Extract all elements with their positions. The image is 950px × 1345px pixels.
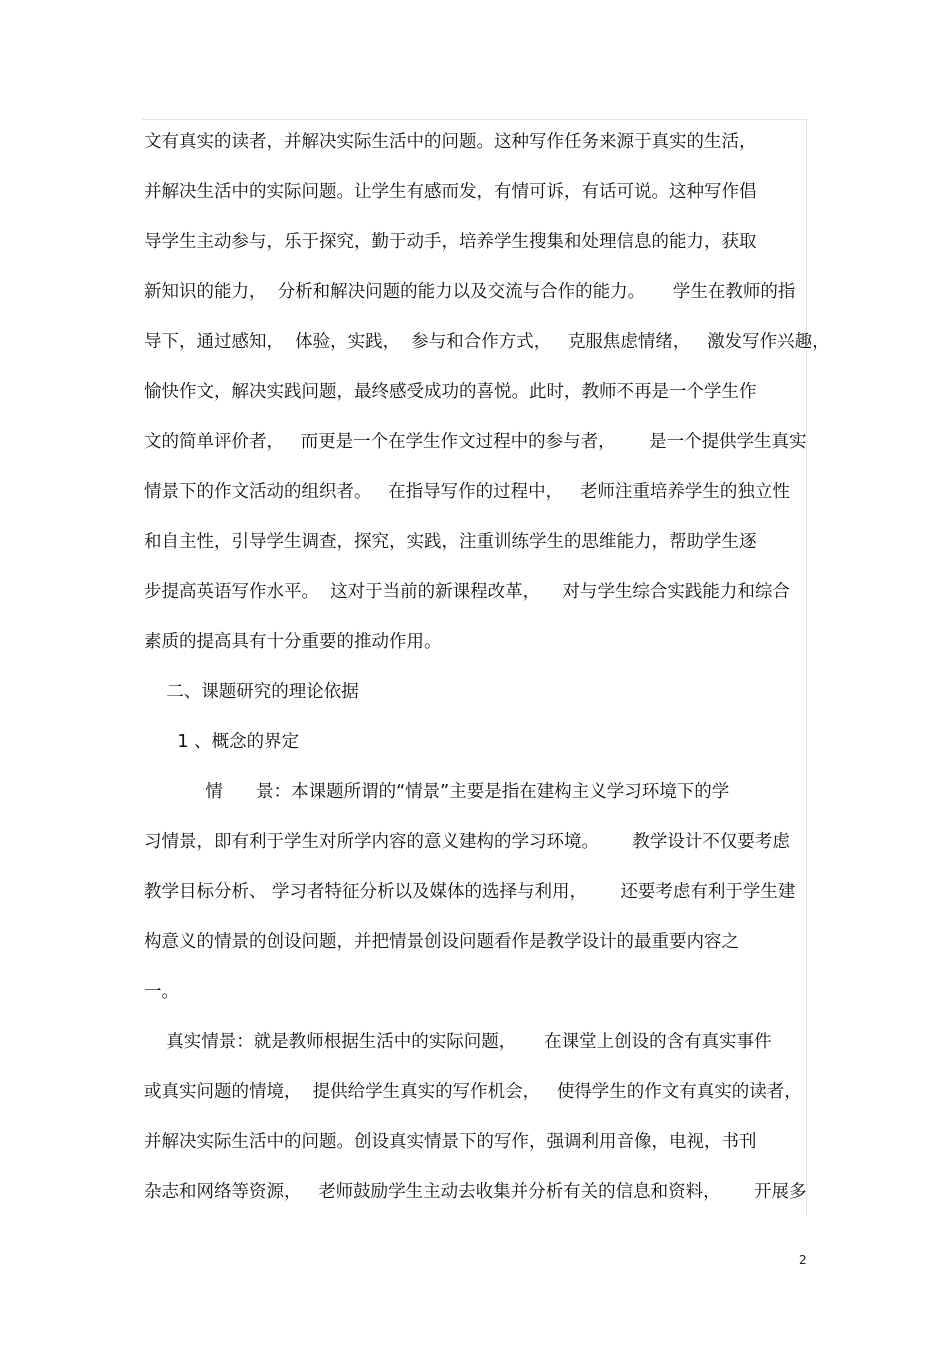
text-line: 素质的提高具有十分重要的推动作用。	[144, 632, 442, 652]
text-line: 导学生主动参与，乐于探究，勤于动手，培养学生搜集和处理信息的能力，获取	[144, 232, 757, 252]
text-line: 教学目标分析、 学习者特征分析以及媒体的选择与利用， 还要考虑有利于学生建	[144, 882, 796, 902]
text-line: 导下，通过感知， 体验，实践， 参与和合作方式， 克服焦虑情绪， 激发写作兴趣，	[144, 332, 830, 352]
text-line: 并解决实际生活中的问题。创设真实情景下的写作，强调利用音像，电视，书刊	[144, 1132, 757, 1152]
text-line: 习情景，即有利于学生对所学内容的意义建构的学习环境。 教学设计不仅要考虑	[144, 832, 790, 852]
text-line: 情 景：本课题所谓的“情景”主要是指在建构主义学习环境下的学	[144, 782, 730, 802]
text-line: 步提高英语写作水平。 这对于当前的新课程改革， 对与学生综合实践能力和综合	[144, 582, 790, 602]
text-line: 情景下的作文活动的组织者。 在指导写作的过程中， 老师注重培养学生的独立性	[144, 482, 790, 502]
text-line: 构意义的情景的创设问题，并把情景创设问题看作是教学设计的最重要内容之	[144, 932, 739, 952]
subsection-heading: 1 、概念的界定	[144, 732, 300, 752]
text-line: 文的简单评价者， 而更是一个在学生作文过程中的参与者， 是一个提供学生真实	[144, 432, 807, 452]
text-line: 和自主性，引导学生调查，探究，实践，注重训练学生的思维能力，帮助学生逐	[144, 532, 757, 552]
page-number: 2	[799, 1253, 807, 1267]
text-line: 一。	[144, 982, 179, 1002]
text-line: 愉快作文，解决实践问题，最终感受成功的喜悦。此时，教师不再是一个学生作	[144, 382, 757, 402]
text-line: 文有真实的读者，并解决实际生活中的问题。这种写作任务来源于真实的生活，	[144, 132, 757, 152]
text-line: 并解决生活中的实际问题。让学生有感而发，有情可诉，有话可说。这种写作倡	[144, 182, 757, 202]
text-line: 真实情景：就是教师根据生活中的实际问题， 在课堂上创设的含有真实事件	[144, 1032, 772, 1052]
section-heading: 二、课题研究的理论依据	[144, 682, 359, 702]
text-line: 新知识的能力， 分析和解决问题的能力以及交流与合作的能力。 学生在教师的指	[144, 282, 796, 302]
text-line: 杂志和网络等资源， 老师鼓励学生主动去收集并分析有关的信息和资料， 开展多	[144, 1182, 807, 1202]
text-line: 或真实问题的情境， 提供给学生真实的写作机会， 使得学生的作文有真实的读者，	[144, 1082, 802, 1102]
